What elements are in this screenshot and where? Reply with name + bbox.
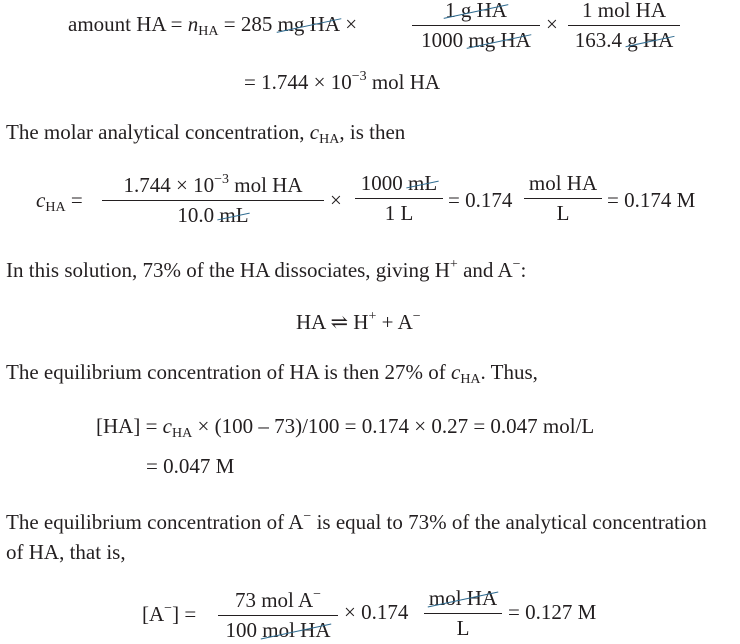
fraction-mg-to-g: 1 g HA 1000 mg HA <box>412 0 540 51</box>
eq2-lhs: $c_{HA}$ = <box>36 188 83 215</box>
dissociation-reaction: HA ⇌ H+ + A− <box>296 309 421 334</box>
eq2-mid: = 0.174 <box>448 188 513 212</box>
eq1-lhs: amount HA = $n_{HA} = 285$ mg HA × <box>68 12 358 39</box>
eq3-result: = 0.047 M <box>146 454 235 478</box>
fraction-ml-to-l: 1000 mL 1 L <box>355 173 443 224</box>
equilibrium-arrow-icon: ⇌ <box>330 310 349 334</box>
fraction-a-per-ha: 73 mol A− 100 mol HA <box>218 588 338 641</box>
fraction-mol-per-l: mol HA L <box>524 173 602 224</box>
eq4-times: × 0.174 <box>344 600 409 624</box>
eq4-result: = 0.127 M <box>508 600 597 624</box>
times-sign: × <box>546 12 558 36</box>
eq2-result: = 0.174 M <box>607 188 696 212</box>
eq1-result: = $1.744 \times 10^{-3}$ mol HA <box>244 69 441 94</box>
paragraph-equilibrium-ha: The equilibrium concentration of HA is then 27% of $c_{HA}$. Thus, <box>6 360 538 387</box>
eq4-lhs: [A−] = <box>142 601 197 626</box>
fraction-mol-ha-per-l: mol HA L <box>424 588 502 639</box>
paragraph-equilibrium-a-line1: The equilibrium concentration of A− is equal to 73% of the analytical concentration <box>6 509 707 534</box>
struck-unit: mg HA <box>277 12 341 36</box>
paragraph-dissociation: In this solution, 73% of the HA dissociates, giving H+ and A−: <box>6 257 527 282</box>
fraction-concentration: $1.744 \times 10^{-3}$ mol HA 10.0 mL <box>102 173 324 226</box>
eq3-ha-concentration: $[HA] = c_{HA} \times (100 - 73)/100 = 0.174 \times 0.27 = 0.047$ mol/L <box>96 414 595 441</box>
paragraph-molar-concentration: The molar analytical concentration, $c_{HA}$, is then <box>6 120 406 147</box>
paragraph-equilibrium-a-line2: of HA, that is, <box>6 540 126 564</box>
fraction-molar-mass: 1 mol HA 163.4 g HA <box>568 0 680 51</box>
times-sign: × <box>330 188 342 212</box>
